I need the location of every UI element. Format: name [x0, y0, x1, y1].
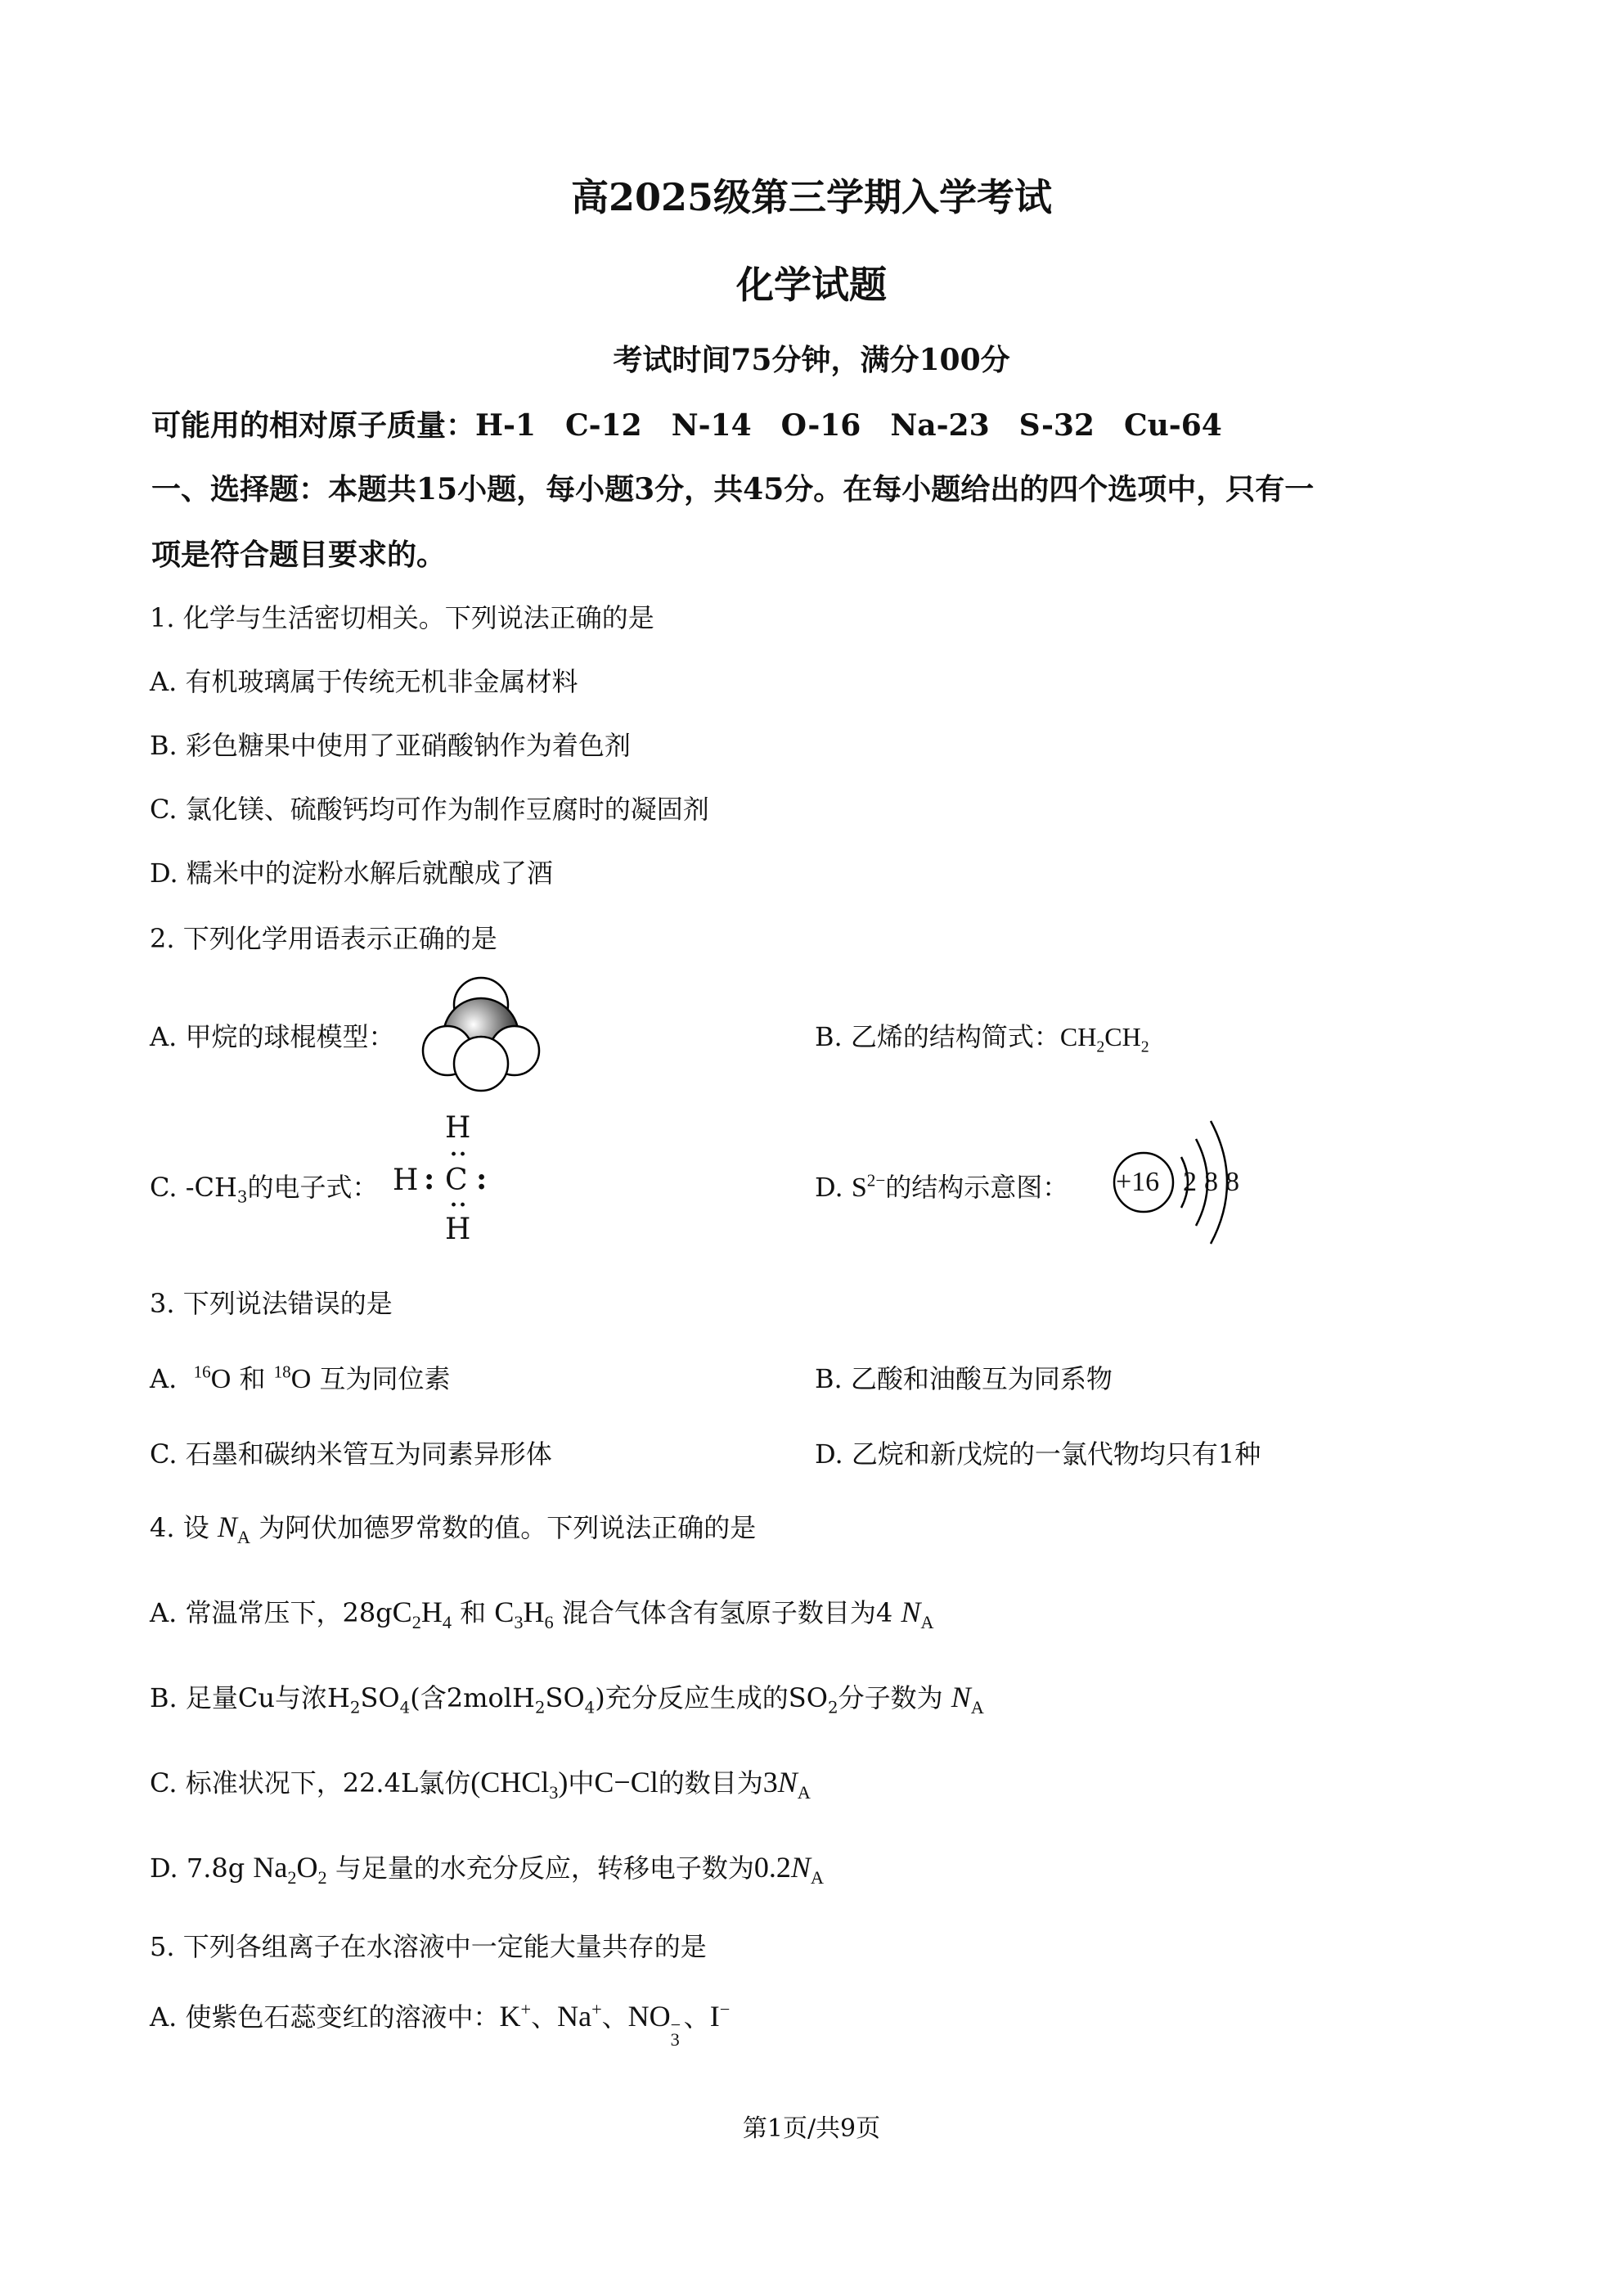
- q4-option-d: D. 7.8g $Na_2O_2$ 与足量的水充分反应，转移电子数为$0.2N_A$: [150, 1851, 825, 1889]
- sodium-ion: Na+: [557, 1999, 602, 2033]
- q2-option-d-post: 的结构示意图：: [885, 1172, 1069, 1203]
- sodium-peroxide-formula: $Na_2O_2$: [253, 1851, 327, 1889]
- q2-stem: 2. 下列化学用语表示正确的是: [150, 923, 497, 954]
- q2-option-d-letter: D.: [815, 1172, 852, 1203]
- shell-2-electrons: 8: [1204, 1167, 1218, 1197]
- nucleus-charge: +16: [1116, 1167, 1160, 1197]
- shell-3-electrons: 8: [1225, 1167, 1239, 1197]
- q2-option-d: [815, 1167, 1068, 1204]
- sulfide-atomic-structure-diagram: [1106, 1105, 1270, 1260]
- q3-stem: 3. 下列说法错误的是: [150, 1288, 393, 1319]
- q3-option-c: C. 石墨和碳纳米管互为同素异形体: [150, 1438, 552, 1470]
- lewis-dots-bottom: ··: [450, 1193, 469, 1218]
- atomic-masses: 可能用的相对原子质量：H-1 C-12 N-14 O-16 Na-23 S-32 Cu-64: [151, 408, 1222, 443]
- lewis-dots-right: :: [476, 1162, 488, 1196]
- exam-title: 高2025级第三学期入学考试: [570, 175, 1053, 219]
- section-heading-line2: 项是符合题目要求的。: [151, 538, 447, 572]
- ethylene-formula: $CH_2CH_2$: [1059, 1022, 1149, 1056]
- q1-option-c: C. 氯化镁、硫酸钙均可作为制作豆腐时的凝固剂: [150, 794, 709, 825]
- iodide-ion: I−: [709, 1999, 731, 2033]
- q1-option-b: B. 彩色糖果中使用了亚硝酸钠作为着色剂: [150, 730, 631, 761]
- page-footer: 第1页/共9页: [742, 2114, 881, 2143]
- q2-option-b: [815, 1016, 1149, 1056]
- methyl-lewis-structure: [384, 1111, 499, 1250]
- lewis-h-top: H: [445, 1111, 471, 1145]
- q5-option-a: A. 使紫色石蕊变红的溶液中：K+、Na+、NO − 3 、I−: [150, 1999, 731, 2050]
- potassium-ion: K+: [499, 1999, 532, 2033]
- lewis-h-bottom: H: [445, 1213, 471, 1246]
- lewis-h-left: H: [393, 1164, 419, 1197]
- lewis-c-center: C: [445, 1164, 468, 1197]
- q4-option-c: C. 标准状况下，22.4L氯仿(CHCl$_3$)中C−Cl的数目为$3N_A$: [150, 1766, 811, 1803]
- sulfide-ion: $S^{2-}$: [851, 1170, 886, 1203]
- c-cl-bond: C−Cl: [594, 1766, 659, 1799]
- q2-option-c-pre: C. -CH: [150, 1172, 237, 1203]
- methane-ball-stick-model-icon: [419, 972, 543, 1095]
- section-heading-line1: 一、选择题：本题共15小题，每小题3分，共45分。在每小题给出的四个选项中，只有一: [151, 472, 1315, 506]
- q2-option-a-label: A. 甲烷的球棍模型：: [150, 1021, 395, 1052]
- propylene-c3h6: $C_3H_6$: [494, 1596, 554, 1633]
- q4-option-a: A. 常温常压下，$28gC_2H_4$ 和 $C_3H_6$ 混合气体含有氢原子数目为4 $N_A$: [150, 1596, 934, 1633]
- exam-info: 考试时间75分钟，满分100分: [613, 343, 1010, 377]
- q3-option-a: A. $^{16}$O 和 $^{18}$O 互为同位素: [150, 1362, 451, 1394]
- q1-option-d: D. 糯米中的淀粉水解后就酿成了酒: [150, 858, 553, 889]
- q2-option-b-label: B. 乙烯的结构简式：: [815, 1021, 1060, 1052]
- q2-option-c-post: 的电子式：: [247, 1172, 379, 1203]
- q3-option-b: B. 乙酸和油酸互为同系物: [815, 1363, 1113, 1394]
- lewis-dots-top: ··: [450, 1142, 469, 1167]
- q2-option-c: [150, 1167, 379, 1206]
- q4-stem: 4. 设 $N_A$ 为阿伏加德罗常数的值。下列说法正确的是: [150, 1510, 757, 1548]
- lewis-dots-left: :: [424, 1162, 435, 1196]
- ethylene-c2h4: $C_2H_4$: [392, 1596, 452, 1633]
- shell-1-electrons: 2: [1183, 1167, 1197, 1197]
- nitrate-ion: NO − 3: [627, 2000, 681, 2050]
- q3-option-d: D. 乙烷和新戊烷的一氯代物均只有1种: [815, 1438, 1261, 1470]
- chloroform-formula: (CHCl$_3$): [470, 1766, 569, 1803]
- q4-option-b: B. 足量Cu与浓$H_2SO_4$(含$2molH_2SO_4$)充分反应生成的$SO_2$分子数为 $N_A$: [150, 1681, 984, 1718]
- q1-stem: 1. 化学与生活密切相关。下列说法正确的是: [150, 602, 654, 633]
- q5-stem: 5. 下列各组离子在水溶液中一定能大量共存的是: [150, 1931, 707, 1962]
- oxygen-18-isotope: $^{18}$O: [273, 1362, 312, 1394]
- q2-option-c-sub: 3: [236, 1187, 248, 1207]
- subject-title: 化学试题: [736, 263, 887, 307]
- q1-option-a: A. 有机玻璃属于传统无机非金属材料: [150, 666, 578, 697]
- avogadro-symbol: $N_A$: [217, 1510, 251, 1548]
- oxygen-16-isotope: $^{16}$O: [193, 1362, 232, 1394]
